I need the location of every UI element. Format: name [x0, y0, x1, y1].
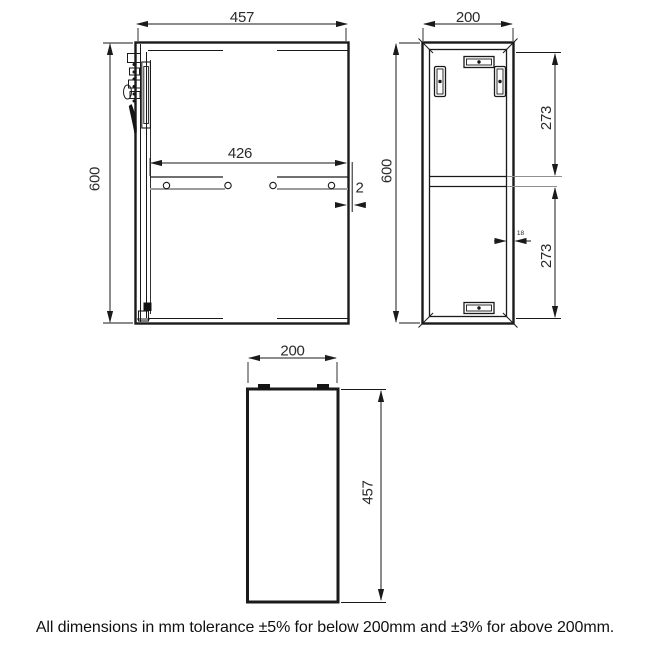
tolerance-note: All dimensions in mm tolerance ±5% for below 200mm and ±3% for above 200mm.: [35, 619, 615, 636]
plan-view: [248, 343, 387, 603]
plan-width-dimension: [248, 343, 337, 384]
side-height-dimension: [379, 43, 421, 323]
shelf-width-dimension: [150, 145, 346, 176]
drawer-runner-rails: [150, 177, 348, 189]
wall-bracket-left: [435, 67, 446, 97]
side-height-label: 600: [378, 158, 396, 184]
wall-bracket-right: [495, 67, 506, 97]
lower-section-dimension: [516, 188, 561, 319]
wall-bracket-bottom: [464, 303, 494, 314]
front-height-label: 600: [86, 166, 104, 192]
shelf-divider: [430, 177, 562, 187]
side-depth-dimension: [423, 9, 513, 41]
plan-width-label: 200: [280, 342, 305, 360]
wall-bracket-top: [464, 57, 494, 68]
plan-outline: [248, 389, 339, 602]
plan-depth-dimension: [341, 390, 386, 603]
panel-thickness-label: 18: [516, 230, 525, 237]
upper-section-label: 273: [538, 105, 555, 131]
shelf-pin-holes: [163, 182, 334, 188]
lower-section-label: 273: [538, 243, 555, 269]
shelf-width-label: 426: [227, 145, 253, 162]
plan-depth-label: 457: [359, 480, 377, 505]
door-gap-label: 2: [355, 179, 364, 197]
door-gap-dimension: [335, 162, 366, 212]
upper-section-dimension: [516, 53, 561, 176]
front-width-dimension: [137, 9, 347, 41]
front-width-label: 457: [229, 9, 255, 26]
side-view: [379, 9, 563, 328]
front-view: [87, 9, 367, 324]
side-cabinet-outline: [423, 43, 514, 324]
side-depth-label: 200: [455, 9, 481, 26]
